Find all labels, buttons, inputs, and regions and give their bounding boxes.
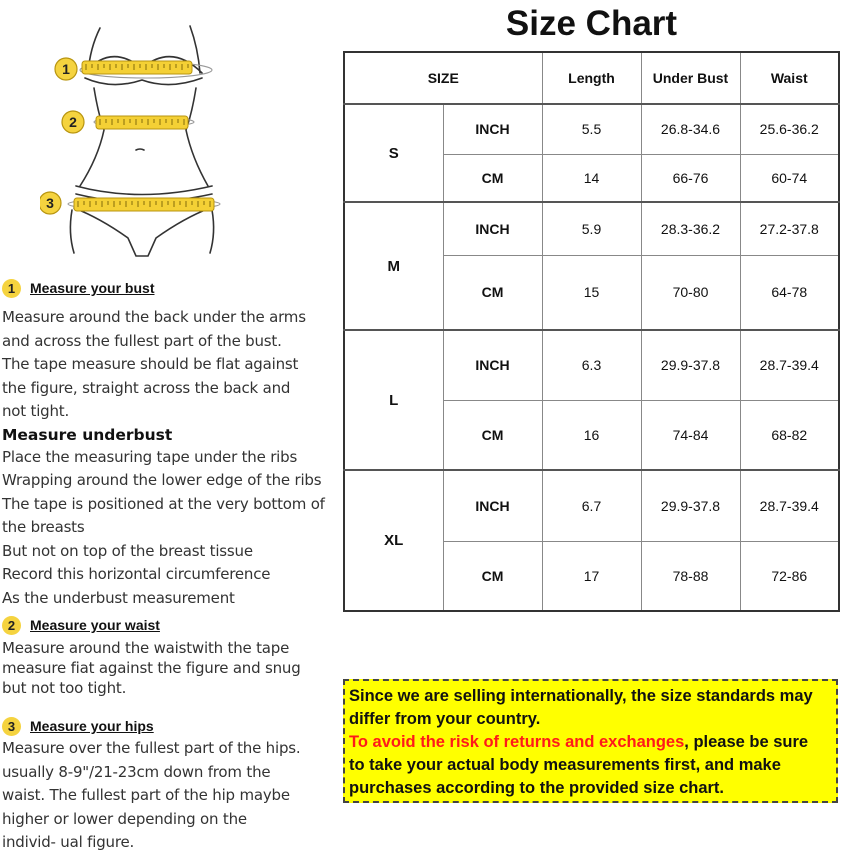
table-row [344, 470, 839, 541]
waist-section [2, 614, 322, 698]
text-line: Wrapping around the lower edge of the ribs [2, 471, 322, 489]
svg-text:1: 1 [62, 61, 70, 77]
length-cell: 15 [542, 255, 641, 330]
header-size: SIZE [344, 52, 542, 104]
hips-section [2, 715, 322, 855]
number-badge: 1 [2, 279, 21, 298]
waist-heading: 2 Measure your waist [2, 614, 322, 636]
waist-cell: 64-78 [740, 255, 839, 330]
svg-text:3: 3 [46, 195, 54, 211]
under-bust-cell: 78-88 [641, 541, 740, 611]
underbust-heading: Measure underbust [2, 425, 173, 444]
chart-title: Size Chart [505, 4, 678, 43]
number-badge: 3 [2, 717, 21, 736]
notice-line: Since we are selling internationally, the size standards may [349, 687, 813, 705]
header-under-bust: Under Bust [641, 52, 740, 104]
waist-cell: 27.2-37.8 [740, 202, 839, 255]
length-cell: 14 [542, 154, 641, 202]
length-cell: 17 [542, 541, 641, 611]
length-cell: 5.5 [542, 104, 641, 154]
unit-label: CM [443, 154, 542, 202]
unit-label: CM [443, 541, 542, 611]
text-line: Measure around the waistwith the tape [2, 639, 290, 657]
table-row [344, 202, 839, 255]
text-line: the figure, straight across the back and [2, 378, 291, 397]
hips-heading: 3 Measure your hips [2, 715, 322, 737]
size-table [343, 51, 840, 612]
waist-cell: 28.7-39.4 [740, 470, 839, 541]
text-line: The tape measure should be flat against [2, 355, 299, 373]
length-cell: 16 [542, 400, 641, 470]
text-line: But not on top of the breast tissue [2, 541, 253, 560]
unit-label: INCH [443, 330, 542, 400]
text-line: higher or lower depending on the [2, 809, 247, 828]
text-line: and across the fullest part of the bust. [2, 331, 282, 350]
text-line: As the underbust measurement [2, 588, 235, 607]
waist-cell: 60-74 [740, 154, 839, 202]
waist-cell: 28.7-39.4 [740, 330, 839, 400]
text-line: Record this horizontal circumference [2, 565, 271, 583]
sizing-notice [343, 679, 838, 803]
waist-cell: 68-82 [740, 400, 839, 470]
under-bust-cell: 74-84 [641, 400, 740, 470]
header-length: Length [542, 52, 641, 104]
text-line: The tape is positioned at the very bottom of [2, 494, 325, 513]
marker-1 [55, 58, 77, 80]
notice-line: purchases according to the provided size chart. [349, 779, 725, 797]
table-row [344, 330, 839, 400]
unit-label: INCH [443, 202, 542, 255]
size-label: L [344, 330, 443, 470]
text-line: Measure over the fullest part of the hips. [2, 739, 301, 757]
marker-2 [62, 111, 84, 133]
waist-cell: 25.6-36.2 [740, 104, 839, 154]
notice-line [349, 731, 832, 754]
text-line: individ- ual figure. [2, 833, 135, 851]
under-bust-cell: 70-80 [641, 255, 740, 330]
under-bust-cell: 29.9-37.8 [641, 330, 740, 400]
notice-text: , please be sure [684, 733, 809, 751]
number-badge: 2 [2, 616, 21, 635]
waist-cell: 72-86 [740, 541, 839, 611]
text-line: Place the measuring tape under the ribs [2, 447, 298, 466]
under-bust-cell: 66-76 [641, 154, 740, 202]
size-label: M [344, 202, 443, 330]
body-measurement-illustration [40, 18, 240, 268]
unit-label: INCH [443, 470, 542, 541]
text-line: measure fiat against the figure and snug [2, 659, 301, 677]
unit-label: CM [443, 400, 542, 470]
notice-line: differ from your country. [349, 710, 541, 728]
length-cell: 6.3 [542, 330, 641, 400]
size-label: S [344, 104, 443, 202]
text-line: Measure around the back under the arms [2, 308, 306, 326]
under-bust-cell: 26.8-34.6 [641, 104, 740, 154]
under-bust-cell: 29.9-37.8 [641, 470, 740, 541]
unit-label: INCH [443, 104, 542, 154]
length-cell: 5.9 [542, 202, 641, 255]
header-row [344, 52, 839, 104]
size-label: XL [344, 470, 443, 611]
unit-label: CM [443, 255, 542, 330]
text-line: usually 8-9"/21-23cm down from the [2, 762, 271, 781]
header-waist: Waist [740, 52, 839, 104]
notice-warning: To avoid the risk of returns and exchanges [349, 733, 685, 751]
notice-line: to take your actual body measurements first, and make [349, 756, 781, 774]
text-line: but not too tight. [2, 679, 127, 697]
text-line: not tight. [2, 402, 70, 420]
bust-section [2, 277, 325, 610]
length-cell: 6.7 [542, 470, 641, 541]
under-bust-cell: 28.3-36.2 [641, 202, 740, 255]
text-line: waist. The fullest part of the hip maybe [2, 786, 290, 804]
text-line: the breasts [2, 518, 85, 536]
table-row [344, 104, 839, 154]
bust-heading: 1 Measure your bust [2, 277, 322, 299]
bust-tape [82, 61, 192, 74]
svg-text:2: 2 [69, 114, 77, 130]
marker-3 [40, 192, 61, 214]
